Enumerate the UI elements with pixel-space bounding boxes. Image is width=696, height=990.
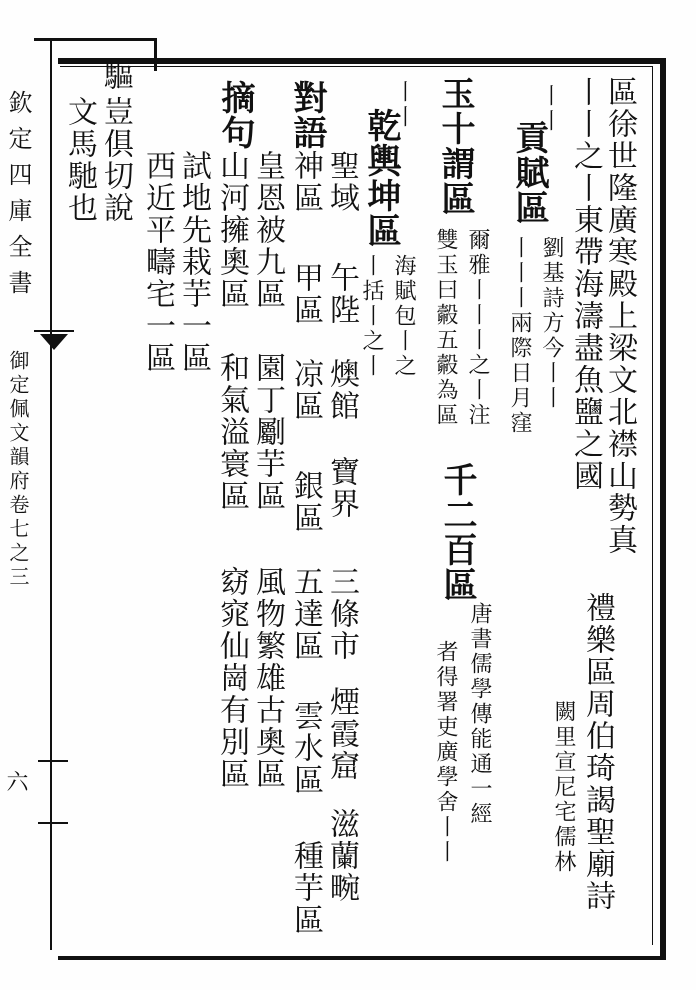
fish-tail-mark [34,330,74,356]
phrase-yunshuiqu: 雲水區 [288,700,323,796]
phrase-zilanwan: 滋蘭畹 [324,808,359,904]
phrase-jiaqu: 甲區 [288,262,323,326]
phrase-wubi: 午陛 [324,262,359,326]
text-column-9: 丨括丨之丨 [359,254,384,379]
text-column-4-quote: 劉基詩方今丨丨 [539,236,564,411]
heading-yushi-weiqu: 玉十謂區 [435,76,475,216]
text-column-2: 丨丨之丨東帶海濤盡魚鹽之國 [568,76,603,492]
heading-zhaiju: 摘句 [215,80,255,150]
page-number: 六 [3,770,28,792]
text-column-5: 丨丨丨兩際日月窪 [507,236,532,436]
text-column-1: 區徐世隆廣寒殿上梁文北襟山勢真 [602,76,637,556]
phrase-zhongyuqu: 種芋區 [288,840,323,936]
phrase-shenqu: 神區 [288,150,323,214]
gutter-book-title: 欽定四庫全書 [4,90,32,306]
line-huangen: 皇恩被九區 [250,150,285,310]
page-number-box [38,760,68,824]
text-column-6-note: 爾雅丨丨丨之丨注 [465,228,490,428]
heading-duiyu: 對語 [287,80,327,150]
line-shanhe: 山河擁奧區 [214,150,249,310]
line-shidi: 試地先栽芋一區 [176,150,211,374]
heading-qianerbai-qu: 千二百區 [437,462,477,602]
text-column-2-entry: 禮樂區周伯琦謁聖廟詩 [580,592,615,912]
line-yaotiao: 窈窕仙崗有別區 [214,566,249,790]
line-yuanding: 園丁劚芋區 [250,352,285,512]
text-column-4-marks: 丨丨 [537,84,562,134]
line-xijin: 西近平疇宅一區 [140,150,175,374]
phrase-yinqu: 銀區 [288,470,323,534]
gutter-title-box [34,38,157,71]
text-column-7-source: 者得署吏廣學舍丨丨 [433,640,458,865]
text-column-6-source: 唐書儒學傳能通一經 [467,602,492,827]
text-column-7-note: 雙玉曰㲉五㲉為區 [433,228,458,428]
phrase-yuguan: 燠館 [324,358,359,422]
heading-gongfu-qu: 貢賦區 [509,120,549,225]
phrase-shengyu: 聖域 [324,150,359,214]
phrase-wudaqu: 五達區 [288,566,323,662]
gutter-volume-title: 御定佩文韻府卷七之三 [6,350,30,590]
heading-qianyu-kunqu: 乾輿坤區 [361,108,401,248]
line-fengwu: 風物繁雄古奧區 [250,566,285,790]
text-column-8-note: 海賦包丨之 [391,254,416,379]
text-column-16: 豈俱切說 [98,96,133,224]
text-column-17: 文馬馳也 [62,96,97,224]
heading-qu: 驅 [98,60,133,92]
phrase-baojie: 寶界 [324,456,359,520]
phrase-santiaoshi: 三條市 [324,566,359,662]
text-column-3: 闕里宣尼宅儒林 [551,700,576,875]
phrase-yanxiaku: 煙霞窟 [324,686,359,782]
phrase-liangqu: 凉區 [288,358,323,422]
line-heqi: 和氣溢寰區 [214,352,249,512]
text-column-8-marks: 丨丨 [391,80,416,130]
